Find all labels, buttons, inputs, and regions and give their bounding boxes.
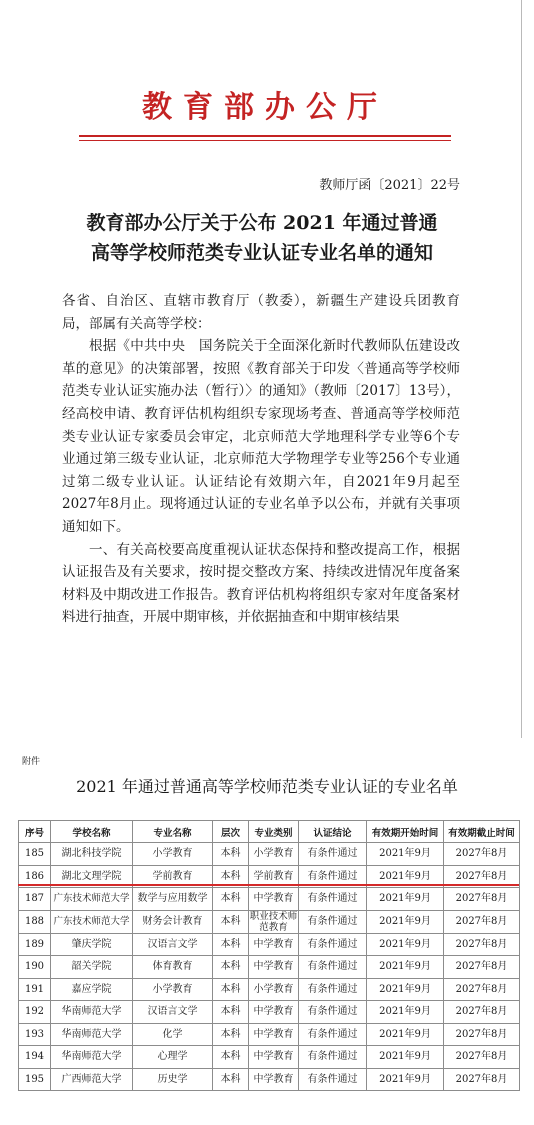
cell-school: 嘉应学院 [51,978,133,1001]
header-cell: 有效期开始时间 [367,821,444,843]
table-header-row [19,821,520,843]
cell-major: 历史学 [133,1068,213,1091]
cell-index: 193 [19,1023,51,1046]
cell-major: 财务会计教育 [133,910,213,933]
cell-end: 2027年8月 [444,910,520,933]
cell-major: 心理学 [133,1046,213,1069]
cell-end: 2027年8月 [444,843,520,866]
cell-conclusion: 有条件通过 [299,1001,367,1024]
cell-index: 188 [19,910,51,933]
cell-level: 本科 [213,1068,249,1091]
annex-title: 2021 年通过普通高等学校师范类专业认证的专业名单 [76,777,458,796]
cell-start: 2021年9月 [367,1023,444,1046]
cell-category: 中学教育 [249,956,299,979]
cell-conclusion: 有条件通过 [299,888,367,911]
header-cell: 序号 [19,821,51,843]
annex-label: 附件 [22,757,41,767]
cell-index: 195 [19,1068,51,1091]
body-paragraph-1: 根据《中共中央 国务院关于全面深化新时代教师队伍建设改革的意见》的决策部署，按照《教育部关于印发〈普通高等学校师范类专业认证实施办法（暂行）〉的通知》（教师〔2017〕13号），经高校申请、教育评估机构组织专家现场考查、普通高等学校师范类专业认证专家委员会审定，北京师范大学地理科学专业等6个专业通过第三级专业认证，北京师范大学物理学专业等256个专业通过第二级专业认证。认证结论有效期六年，自2021年9月起至2027年8月止。现将通过认证的专业名单予以公布，并就有关事项通知如下。 [62,338,460,535]
cell-start: 2021年9月 [367,888,444,911]
header-cell: 学校名称 [51,821,133,843]
cell-school: 广东技术师范大学 [51,910,133,933]
cell-level: 本科 [213,888,249,911]
notice-title-line-1: 教育部办公厅关于公布 2021 年通过普通 [86,212,438,234]
salutation: 各省、自治区、直辖市教育厅（教委），新疆生产建设兵团教育局，部属有关高等学校： [62,293,460,332]
cell-conclusion: 有条件通过 [299,933,367,956]
cell-end: 2027年8月 [444,978,520,1001]
cell-end: 2027年8月 [444,888,520,911]
cell-index: 192 [19,1001,51,1024]
cell-level: 本科 [213,843,249,866]
cell-level: 本科 [213,1046,249,1069]
cell-school: 华南师范大学 [51,1001,133,1024]
cell-major: 体育教育 [133,956,213,979]
cell-category: 小学教育 [249,978,299,1001]
cell-start: 2021年9月 [367,865,444,888]
cell-category: 中学教育 [249,1023,299,1046]
cell-conclusion: 有条件通过 [299,1068,367,1091]
table-row [19,1023,520,1046]
cell-category: 中学教育 [249,888,299,911]
cell-category: 职业技术师范教育 [249,910,298,933]
header-cell: 专业类别 [249,821,299,843]
cell-end: 2027年8月 [444,1046,520,1069]
cell-conclusion: 有条件通过 [299,956,367,979]
page-edge [521,0,522,738]
cell-index: 185 [19,843,51,866]
cell-category: 中学教育 [249,1068,299,1091]
cell-index: 187 [19,888,51,911]
table-row [19,956,520,979]
notice-body [62,290,460,629]
cell-major: 学前教育 [133,865,213,888]
table-row [19,888,520,911]
cell-major: 汉语言文学 [133,1001,213,1024]
cell-conclusion: 有条件通过 [299,1023,367,1046]
document-number: 教师厅函〔2021〕22号 [319,178,460,193]
cell-index: 189 [19,933,51,956]
red-underline-highlight [18,884,519,886]
cell-start: 2021年9月 [367,1046,444,1069]
cell-school: 湖北文理学院 [51,865,133,888]
notice-title-line-2: 高等学校师范类专业认证专业名单的通知 [90,242,433,264]
cell-end: 2027年8月 [444,933,520,956]
cell-start: 2021年9月 [367,1001,444,1024]
cell-start: 2021年9月 [367,1068,444,1091]
cell-index: 190 [19,956,51,979]
cell-conclusion: 有条件通过 [299,865,367,888]
notice-title [70,208,454,268]
cell-conclusion: 有条件通过 [299,978,367,1001]
cell-end: 2027年8月 [444,865,520,888]
cell-major: 小学教育 [133,843,213,866]
cell-school: 广西师范大学 [51,1068,133,1091]
red-divider [79,135,451,137]
cell-conclusion: 有条件通过 [299,843,367,866]
cell-category: 中学教育 [249,1001,299,1024]
table-row [19,1001,520,1024]
cell-end: 2027年8月 [444,956,520,979]
cell-start: 2021年9月 [367,933,444,956]
cell-school: 韶关学院 [51,956,133,979]
cell-level: 本科 [213,910,249,933]
table-row [19,843,520,866]
body-paragraph-2: 一、有关高校要高度重视认证状态保持和整改提高工作，根据认证报告及有关要求，按时提交整改方案、持续改进情况年度备案材料及中期改进工作报告。教育评估机构将组织专家对年度备案材料进行抽查，开展中期审核，并依据抽查和中期审核结果 [62,541,460,626]
cell-level: 本科 [213,865,249,888]
cell-level: 本科 [213,1023,249,1046]
cell-index: 186 [19,865,51,888]
cell-index: 194 [19,1046,51,1069]
header-cell: 认证结论 [299,821,367,843]
cell-major: 化学 [133,1023,213,1046]
table-row [19,1046,520,1069]
cell-level: 本科 [213,956,249,979]
cell-school: 湖北科技学院 [51,843,133,866]
red-divider-thin [79,140,451,141]
cell-school: 广东技术师范大学 [51,888,133,911]
header-cell: 有效期截止时间 [444,821,520,843]
cell-index: 191 [19,978,51,1001]
cell-level: 本科 [213,1001,249,1024]
cell-major: 小学教育 [133,978,213,1001]
cell-category: 小学教育 [249,843,299,866]
accreditation-table [18,820,520,1091]
cell-major: 汉语言文学 [133,933,213,956]
cell-school: 华南师范大学 [51,1023,133,1046]
cell-start: 2021年9月 [367,910,444,933]
cell-start: 2021年9月 [367,956,444,979]
table-row [19,978,520,1001]
cell-category: 中学教育 [249,933,299,956]
cell-category: 中学教育 [249,1046,299,1069]
table-row [19,1068,520,1091]
table-row [19,933,520,956]
cell-major: 数学与应用数学 [133,888,213,911]
cell-end: 2027年8月 [444,1068,520,1091]
cell-end: 2027年8月 [444,1001,520,1024]
header-cell: 专业名称 [133,821,213,843]
cell-start: 2021年9月 [367,843,444,866]
cell-conclusion: 有条件通过 [299,910,367,933]
cell-school: 华南师范大学 [51,1046,133,1069]
cell-category: 学前教育 [249,865,299,888]
header-cell: 层次 [213,821,249,843]
cell-school: 肇庆学院 [51,933,133,956]
cell-end: 2027年8月 [444,1023,520,1046]
cell-conclusion: 有条件通过 [299,1046,367,1069]
cell-start: 2021年9月 [367,978,444,1001]
cell-level: 本科 [213,933,249,956]
cell-level: 本科 [213,978,249,1001]
table-row [19,910,520,933]
office-title: 教育部办公厅 [142,90,388,125]
